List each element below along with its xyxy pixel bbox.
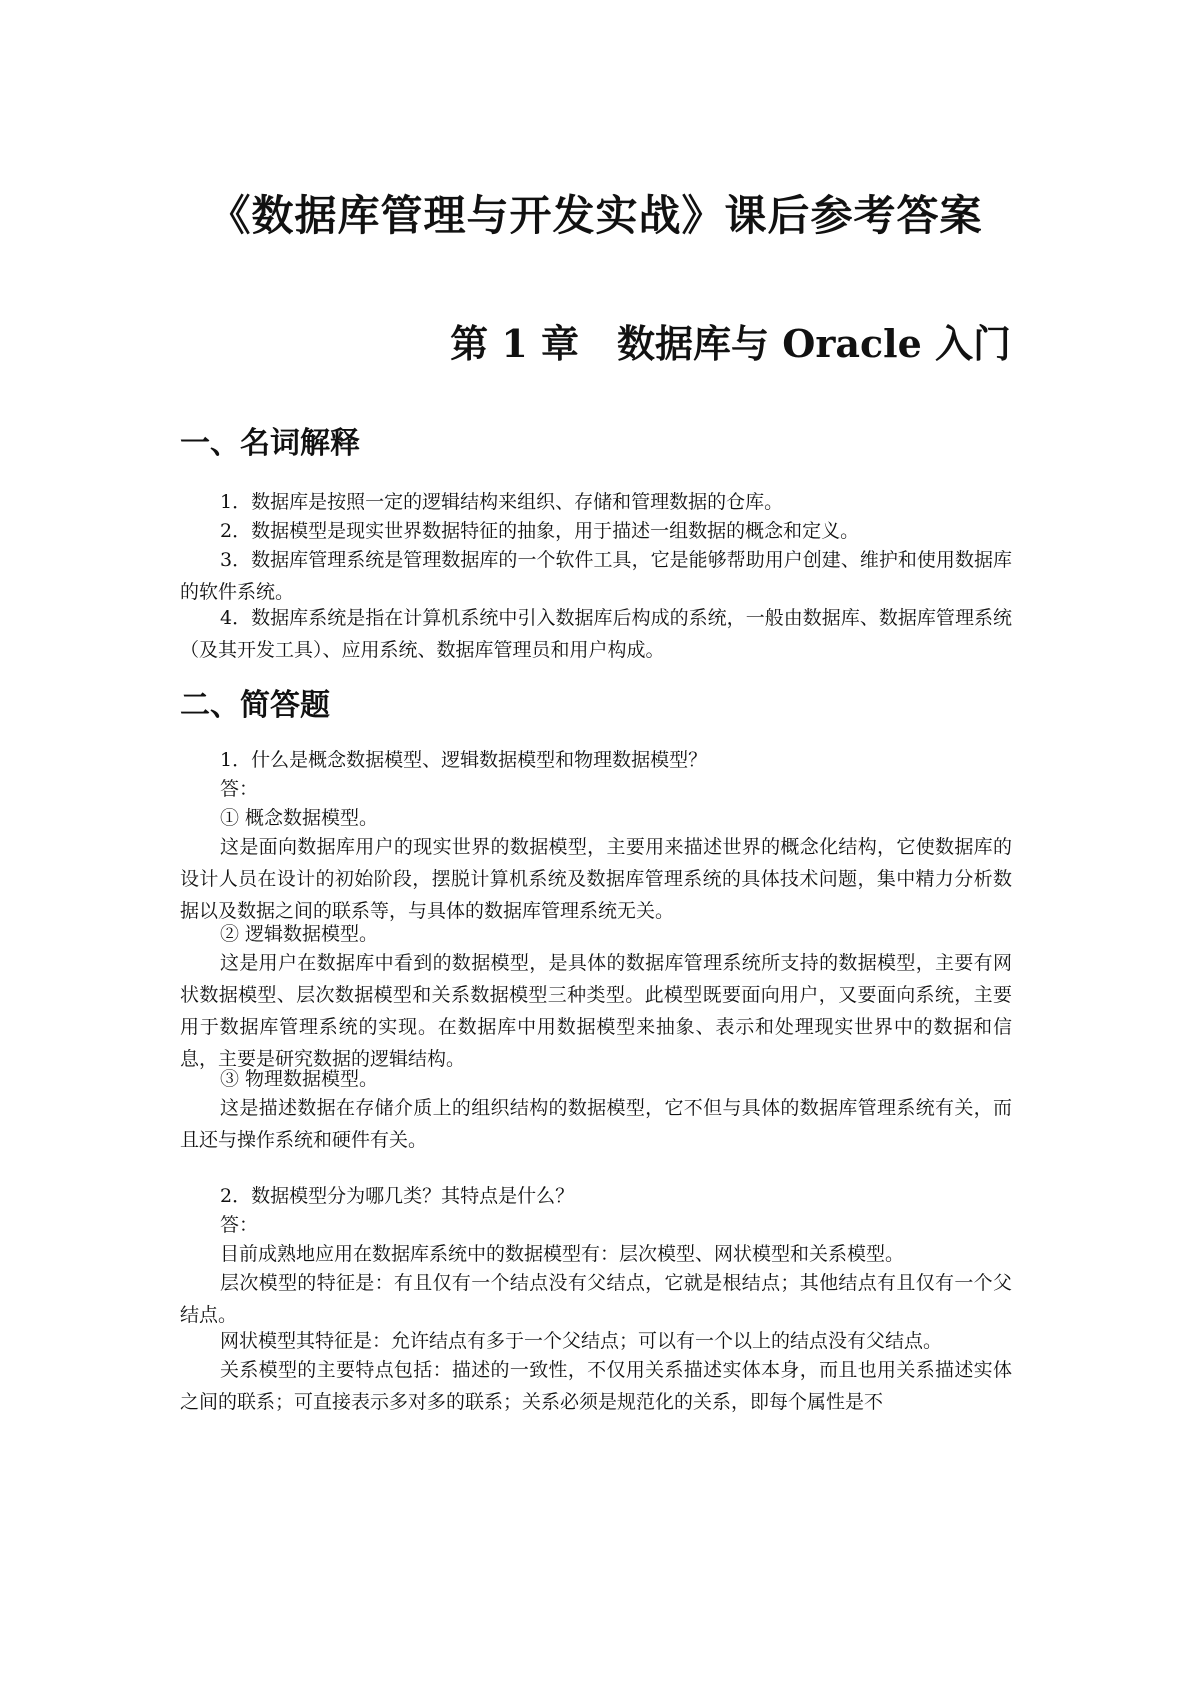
- answer-label-1: 答：: [220, 778, 259, 800]
- answer-1-subtitle-2: ② 逻辑数据模型。: [220, 923, 379, 945]
- chapter-title: 第 1 章 数据库与 Oracle 入门: [450, 321, 1011, 366]
- answer-2-paragraph-4: 关系模型的主要特点包括：描述的一致性，不仅用关系描述实体本身，而且也用关系描述实体之间的联系；可直接表示多对多的联系；关系必须是规范化的关系，即每个属性是不: [180, 1359, 1012, 1413]
- glossary-item-2: 2．数据模型是现实世界数据特征的抽象，用于描述一组数据的概念和定义。: [220, 520, 860, 542]
- answer-2-paragraph-1: 目前成熟地应用在数据库系统中的数据模型有：层次模型、网状模型和关系模型。: [220, 1243, 905, 1265]
- question-2: 2．数据模型分为哪几类？其特点是什么？: [220, 1185, 575, 1207]
- document-title: 《数据库管理与开发实战》课后参考答案: [208, 191, 983, 240]
- question-1: 1．什么是概念数据模型、逻辑数据模型和物理数据模型？: [220, 749, 708, 771]
- answer-1-subtitle-3: ③ 物理数据模型。: [220, 1068, 379, 1090]
- answer-2-paragraph-3: 网状模型其特征是：允许结点有多于一个父结点；可以有一个以上的结点没有父结点。: [220, 1330, 943, 1352]
- answer-1-paragraph-1: 这是面向数据库用户的现实世界的数据模型，主要用来描述世界的概念化结构，它使数据库的设计人员在设计的初始阶段，摆脱计算机系统及数据库管理系统的具体技术问题，集中精力分析数据以及数据之间的联系等，与具体的数据库管理系统无关。: [180, 836, 1012, 922]
- glossary-item-4: 4．数据库系统是指在计算机系统中引入数据库后构成的系统，一般由数据库、数据库管理系统（及其开发工具）、应用系统、数据库管理员和用户构成。: [180, 607, 1012, 661]
- answer-1-paragraph-3: 这是描述数据在存储介质上的组织结构的数据模型，它不但与具体的数据库管理系统有关，而且还与操作系统和硬件有关。: [180, 1097, 1012, 1151]
- answer-1-paragraph-2: 这是用户在数据库中看到的数据模型，是具体的数据库管理系统所支持的数据模型，主要有网状数据模型、层次数据模型和关系数据模型三种类型。此模型既要面向用户，又要面向系统，主要用于数据库管理系统的实现。在数据库中用数据模型来抽象、表示和处理现实世界中的数据和信息，主要是研究数据的逻辑结构。: [180, 952, 1012, 1070]
- section-heading-short-answer: 二、简答题: [180, 688, 330, 723]
- section-heading-glossary: 一、名词解释: [180, 426, 360, 461]
- answer-2-paragraph-2: 层次模型的特征是：有且仅有一个结点没有父结点，它就是根结点；其他结点有且仅有一个父结点。: [180, 1272, 1012, 1326]
- glossary-item-3: 3．数据库管理系统是管理数据库的一个软件工具，它是能够帮助用户创建、维护和使用数据库的软件系统。: [180, 549, 1012, 603]
- glossary-item-1: 1．数据库是按照一定的逻辑结构来组织、存储和管理数据的仓库。: [220, 491, 784, 513]
- answer-label-2: 答：: [220, 1214, 259, 1236]
- answer-1-subtitle-1: ① 概念数据模型。: [220, 807, 379, 829]
